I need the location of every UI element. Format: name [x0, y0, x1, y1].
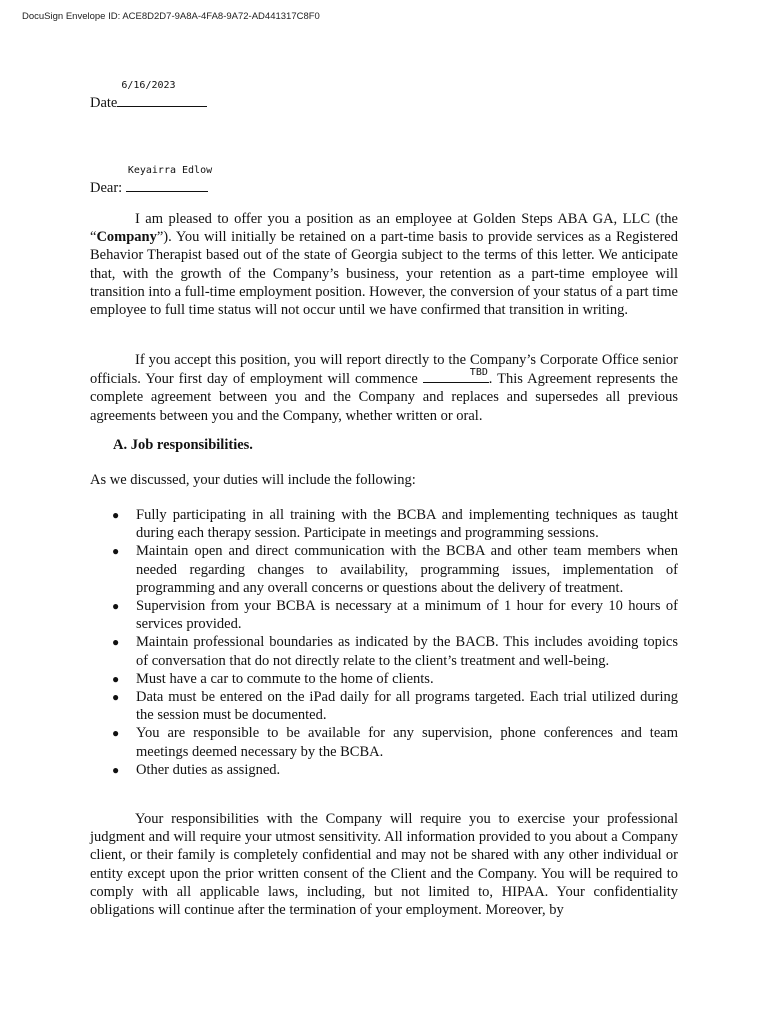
- envelope-id: DocuSign Envelope ID: ACE8D2D7-9A8A-4FA8-9A72-AD441317C8F0: [22, 11, 320, 22]
- dear-label: Dear:: [90, 180, 123, 196]
- duties-intro: As we discussed, your duties will include the following:: [90, 472, 416, 488]
- paragraph-confidentiality: Your responsibilities with the Company will require you to exercise your professional judgment and will require your utmost sensitivity. All information provided to you about a Company client, or their family is completely confidential and may not be shared with any other individual or entity except upon the prior written consent of the Client and the Company. You will be required to comply with all applicable laws, including, but not limited to, HIPAA. Your confidentiality obligations will continue after the termination of your employment. Moreover, by: [90, 811, 678, 919]
- date-field: [90, 80, 207, 112]
- bullet-icon: ●: [112, 690, 120, 705]
- para1-post: ”). You will initially be retained on a part-time basis to provide services as a Registered Behavior Therapist based out of the state of Georgia subject to the terms of this letter. We anticipate that, with the growth of the Company’s business, your retention as a part-time employee will transition into a full-time employment position. However, the conversion of your status of a part time employee to full time status will not occur until we have confirmed that transition in writing.: [90, 229, 678, 319]
- list-item: ● Supervision from your BCBA is necessary at a minimum of 1 hour for every 10 hours of services provided.: [112, 598, 678, 633]
- bullet-icon: ●: [112, 762, 120, 777]
- section-heading: A. Job responsibilities.: [113, 437, 253, 453]
- date-underline[interactable]: [117, 80, 207, 107]
- company-term: Company: [96, 229, 157, 246]
- recipient-name: Keyairra Edlow: [127, 165, 213, 176]
- para2-post: . This Agreement represents the complete agreement between you and the Company and replaces and supersedes all previous agreements between you and the Company, whether written or oral.: [90, 371, 678, 424]
- bullet-icon: ●: [112, 671, 120, 686]
- date-label: Date: [90, 95, 118, 111]
- list-item: ● You are responsible to be available for any supervision, phone conferences and team meetings deemed necessary by the BCBA.: [112, 725, 678, 760]
- bullet-icon: ●: [112, 599, 120, 614]
- recipient-underline[interactable]: [126, 165, 213, 192]
- bullet-icon: ●: [112, 726, 120, 741]
- paragraph-start: [90, 351, 678, 425]
- list-item: ● Maintain open and direct communication with the BCBA and other team members when needed regarding changes to availability, programming issues, implementation of programming and any overall concerns or questions about the delivery of treatment.: [112, 543, 678, 596]
- start-date-underline[interactable]: [423, 369, 489, 383]
- bullet-icon: ●: [112, 544, 120, 559]
- list-item: ● Maintain professional boundaries as indicated by the BACB. This includes avoiding topics of conversation that do not directly relate to the client’s treatment and well-being.: [112, 634, 678, 669]
- para2-pre: If you accept this position, you will report directly to the Company’s Corporate Office senior officials. Your first day of employment will commence: [90, 352, 678, 388]
- list-item: ● Other duties as assigned.: [112, 761, 281, 778]
- paragraph-offer: [90, 210, 678, 319]
- list-item: ● Fully participating in all training with the BCBA and implementing techniques as taught during each therapy session. Participate in meetings and programming sessions.: [112, 507, 678, 542]
- para1-pre: I am pleased to offer you a position as an employee at Golden Steps ABA GA, LLC (the “: [90, 211, 678, 246]
- list-item: ● Data must be entered on the iPad daily for all programs targeted. Each trial utilized during the session must be documented.: [112, 689, 678, 724]
- date-value: 6/16/2023: [121, 80, 176, 91]
- bullet-icon: ●: [112, 635, 120, 650]
- dear-field: [90, 165, 213, 197]
- bullet-icon: ●: [112, 508, 120, 522]
- list-item: ● Must have a car to commute to the home of clients.: [112, 670, 434, 687]
- start-date-value: TBD: [469, 367, 488, 379]
- duties-list: [90, 506, 678, 779]
